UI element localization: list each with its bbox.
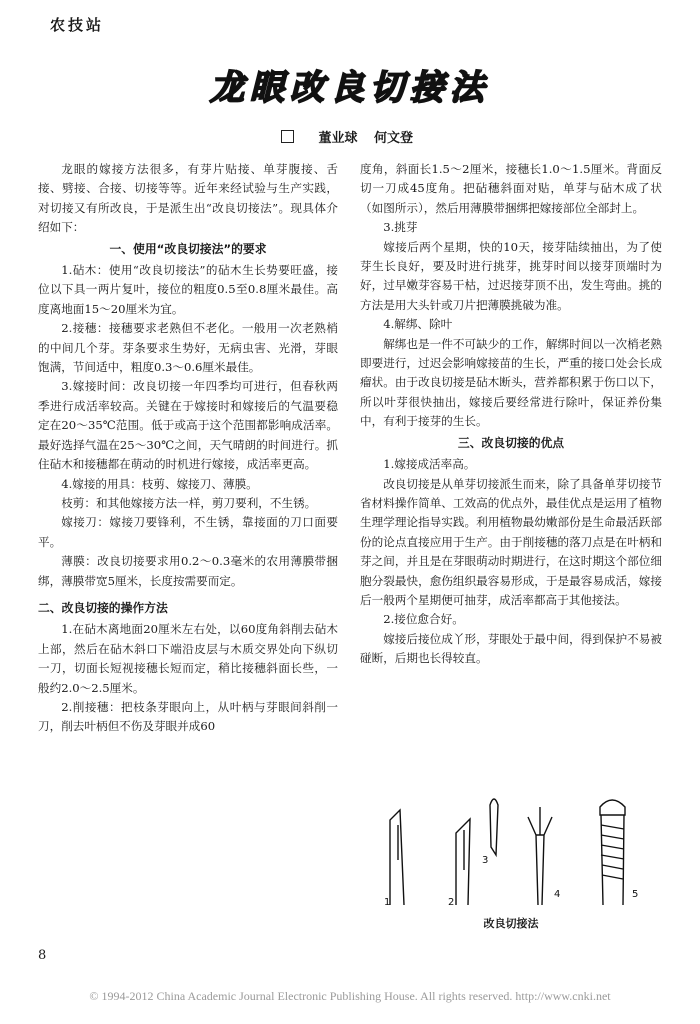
intro-paragraph: 龙眼的嫁接方法很多，有芽片贴接、单芽腹接、舌接、劈接、合接、切接等等。近年来经试验与生产实践，对切接又有所改良，于是派生出“改良切接法”。现具体介绍如下：	[38, 162, 338, 235]
paragraph: 3.嫁接时间：改良切接一年四季均可进行，但春秋两季进行成活率较高。关键在于嫁接时和嫁接后的气温要稳定在20～35℃范围。低于或高于这个范围都影响成活率。最好选择气温在25～30℃之间，天气晴朗的时间进行。抓住砧木和接穗都在萌动的时机进行嫁接，成活率更高。	[38, 379, 338, 472]
scion-shape	[490, 799, 498, 855]
paragraph: 嫁接后接位成丫形，芽眼处于最中间，得到保护不易被碰断，后期也长得较直。	[360, 631, 662, 666]
author-line	[0, 127, 700, 146]
subheading: 3.挑芽	[383, 220, 418, 235]
section-heading-3: 三、改良切接的优点	[457, 435, 565, 450]
copyright-footer: © 1994-2012 China Academic Journal Electronic Publishing House. All rights reserved. http://www.cnki.net	[89, 989, 611, 1003]
section-tag: 农技站	[50, 16, 105, 34]
paragraph: 度角，斜面长1.5～2厘米，接穗长1.0～1.5厘米。背面反切一刀成45度角。把砧穗斜面对贴，单芽与砧木成了状（如图所示），然后用薄膜带捆绑把嫁接部位全部封上。	[360, 162, 662, 215]
paragraph: 解绑也是一件不可缺少的工作，解绑时间以一次梢老熟即要进行，过迟会影响嫁接苗的生长，严重的接口处会长成瘤状。由于改良切接是砧木断头，营养都积累于伤口以下，所以叶芽很快抽出，嫁接后要经常进行除叶，保证养份集中，有利于接芽的生长。	[360, 336, 662, 429]
section-heading-1: 一、使用“改良切接法”的要求	[109, 241, 267, 256]
figure-caption: 改良切接法	[483, 917, 539, 930]
paragraph: 2.接穗：接穗要求老熟但不老化。一般用一次老熟梢的中间几个芽。芽条要求生势好，无病虫害、光滑，芽眼饱满，节间适中，粗度0.3～0.6厘米最佳。	[38, 321, 338, 375]
figure-label-5: 5	[632, 889, 639, 900]
rootstock-slit-shape	[456, 819, 470, 905]
left-column	[38, 160, 338, 737]
section-heading-2: 二、改良切接的操作方法	[38, 600, 168, 615]
subheading: 2.接位愈合好。	[383, 612, 464, 627]
subheading: 1.嫁接成活率高。	[383, 457, 476, 472]
author-1: 董业球	[318, 131, 358, 146]
author-2: 何文登	[374, 131, 414, 146]
paragraph: 枝剪：和其他嫁接方法一样，剪刀要利，不生锈。	[61, 495, 317, 510]
rootstock-shape	[390, 810, 404, 905]
right-column	[360, 160, 662, 669]
figure-label-1: 1	[384, 897, 391, 908]
figure-label-3: 3	[482, 855, 489, 866]
paragraph: 嫁接刀：嫁接刀要锋利，不生锈，靠接面的刀口面要平。	[38, 515, 338, 549]
paragraph: 1.在砧木离地面20厘米左右处，以60度角斜削去砧木上部，然后在砧木斜口下端沿皮层与木质交界处向下纵切一刀，切面长短视接穗长短而定，稍比接穗斜面长些，一般约2.0～2.5厘米。	[38, 622, 338, 695]
figure-label-2: 2	[448, 897, 455, 908]
paragraph: 1.砧木：使用“改良切接法”的砧木生长势要旺盛，接位以下具一两片复叶，接位的粗度0.5至0.8厘米最佳。高度离地面15～20厘米为宜。	[38, 263, 338, 316]
paragraph: 4.嫁接的用具：枝剪、嫁接刀、薄膜。	[61, 476, 258, 491]
paragraph: 嫁接后两个星期，快的10天，接芽陆续抽出，为了使芽生长良好，要及时进行挑芽，挑芽时间以接芽顶端时为好，过早嫩芽容易干枯，过迟接芽顶不出，发生弯曲。挑的方法是用大头针或刀片把薄膜挑破为准。	[360, 239, 662, 312]
paragraph: 2.削接穗：把枝条芽眼向上，从叶柄与芽眼间斜削一刀，削去叶柄但不伤及芽眼并成60	[38, 699, 338, 734]
article-title: 龙眼改良切接法	[210, 68, 490, 108]
author-box-icon	[281, 130, 294, 143]
subheading: 4.解绑、除叶	[383, 317, 453, 332]
paragraph: 薄膜：改良切接要求用0.2～0.3毫米的农用薄膜带捆绑，薄膜带宽5厘米，长度按需要而定。	[38, 554, 338, 588]
page-number: 8	[38, 948, 47, 963]
grafting-illustration	[378, 785, 660, 910]
paragraph: 改良切接是从单芽切接派生而来，除了具备单芽切接节省材料操作简单、工效高的优点外，最佳优点是运用了植物生理学理论指导实践。利用植物最幼嫩部份是生命最活跃部份的论点直接应用于生产。由于削接穗的落刀点是在叶柄和芽之间，并且是在芽眼萌动时期进行，在这时期这个部位细胞分裂最快，愈伤组织最容易形成，于是最容易成活，嫁接后一般两个星期便可抽芽，成活率都高于其他接法。	[360, 476, 662, 607]
figure-label-4: 4	[554, 889, 561, 900]
